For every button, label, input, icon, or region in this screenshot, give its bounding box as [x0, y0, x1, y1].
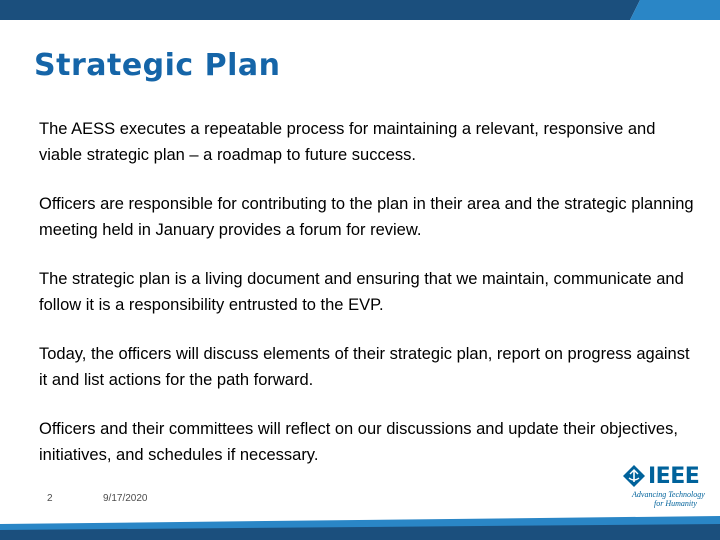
paragraph: Today, the officers will discuss elements of their strategic plan, report on progress against it and list actions for the path forward.: [39, 345, 690, 389]
ieee-diamond-icon: [622, 464, 646, 488]
slide-body: [39, 116, 694, 491]
logo-tagline: for Humanity: [654, 499, 697, 508]
paragraph: Officers are responsible for contributing to the plan in their area and the strategic planning meeting held in January provides a forum for review.: [39, 195, 694, 239]
paragraph: The AESS executes a repeatable process for maintaining a relevant, responsive and viable strategic plan – a roadmap to future success.: [39, 120, 656, 164]
logo-wordmark: IEEE: [648, 464, 700, 489]
page-number: 2: [47, 493, 53, 504]
footer-date: 9/17/2020: [103, 493, 148, 504]
ieee-logo: [622, 464, 712, 512]
slide-title: Strategic Plan: [34, 48, 281, 83]
paragraph: Officers and their committees will reflect on our discussions and update their objectives, initiatives, and schedules if necessary.: [39, 420, 678, 464]
bottom-band: [0, 510, 720, 540]
logo-tagline: Advancing Technology: [632, 490, 705, 499]
paragraph: The strategic plan is a living document and ensuring that we maintain, communicate and follow it is a responsibility entrusted to the EVP.: [39, 270, 684, 314]
top-band: [0, 0, 720, 20]
